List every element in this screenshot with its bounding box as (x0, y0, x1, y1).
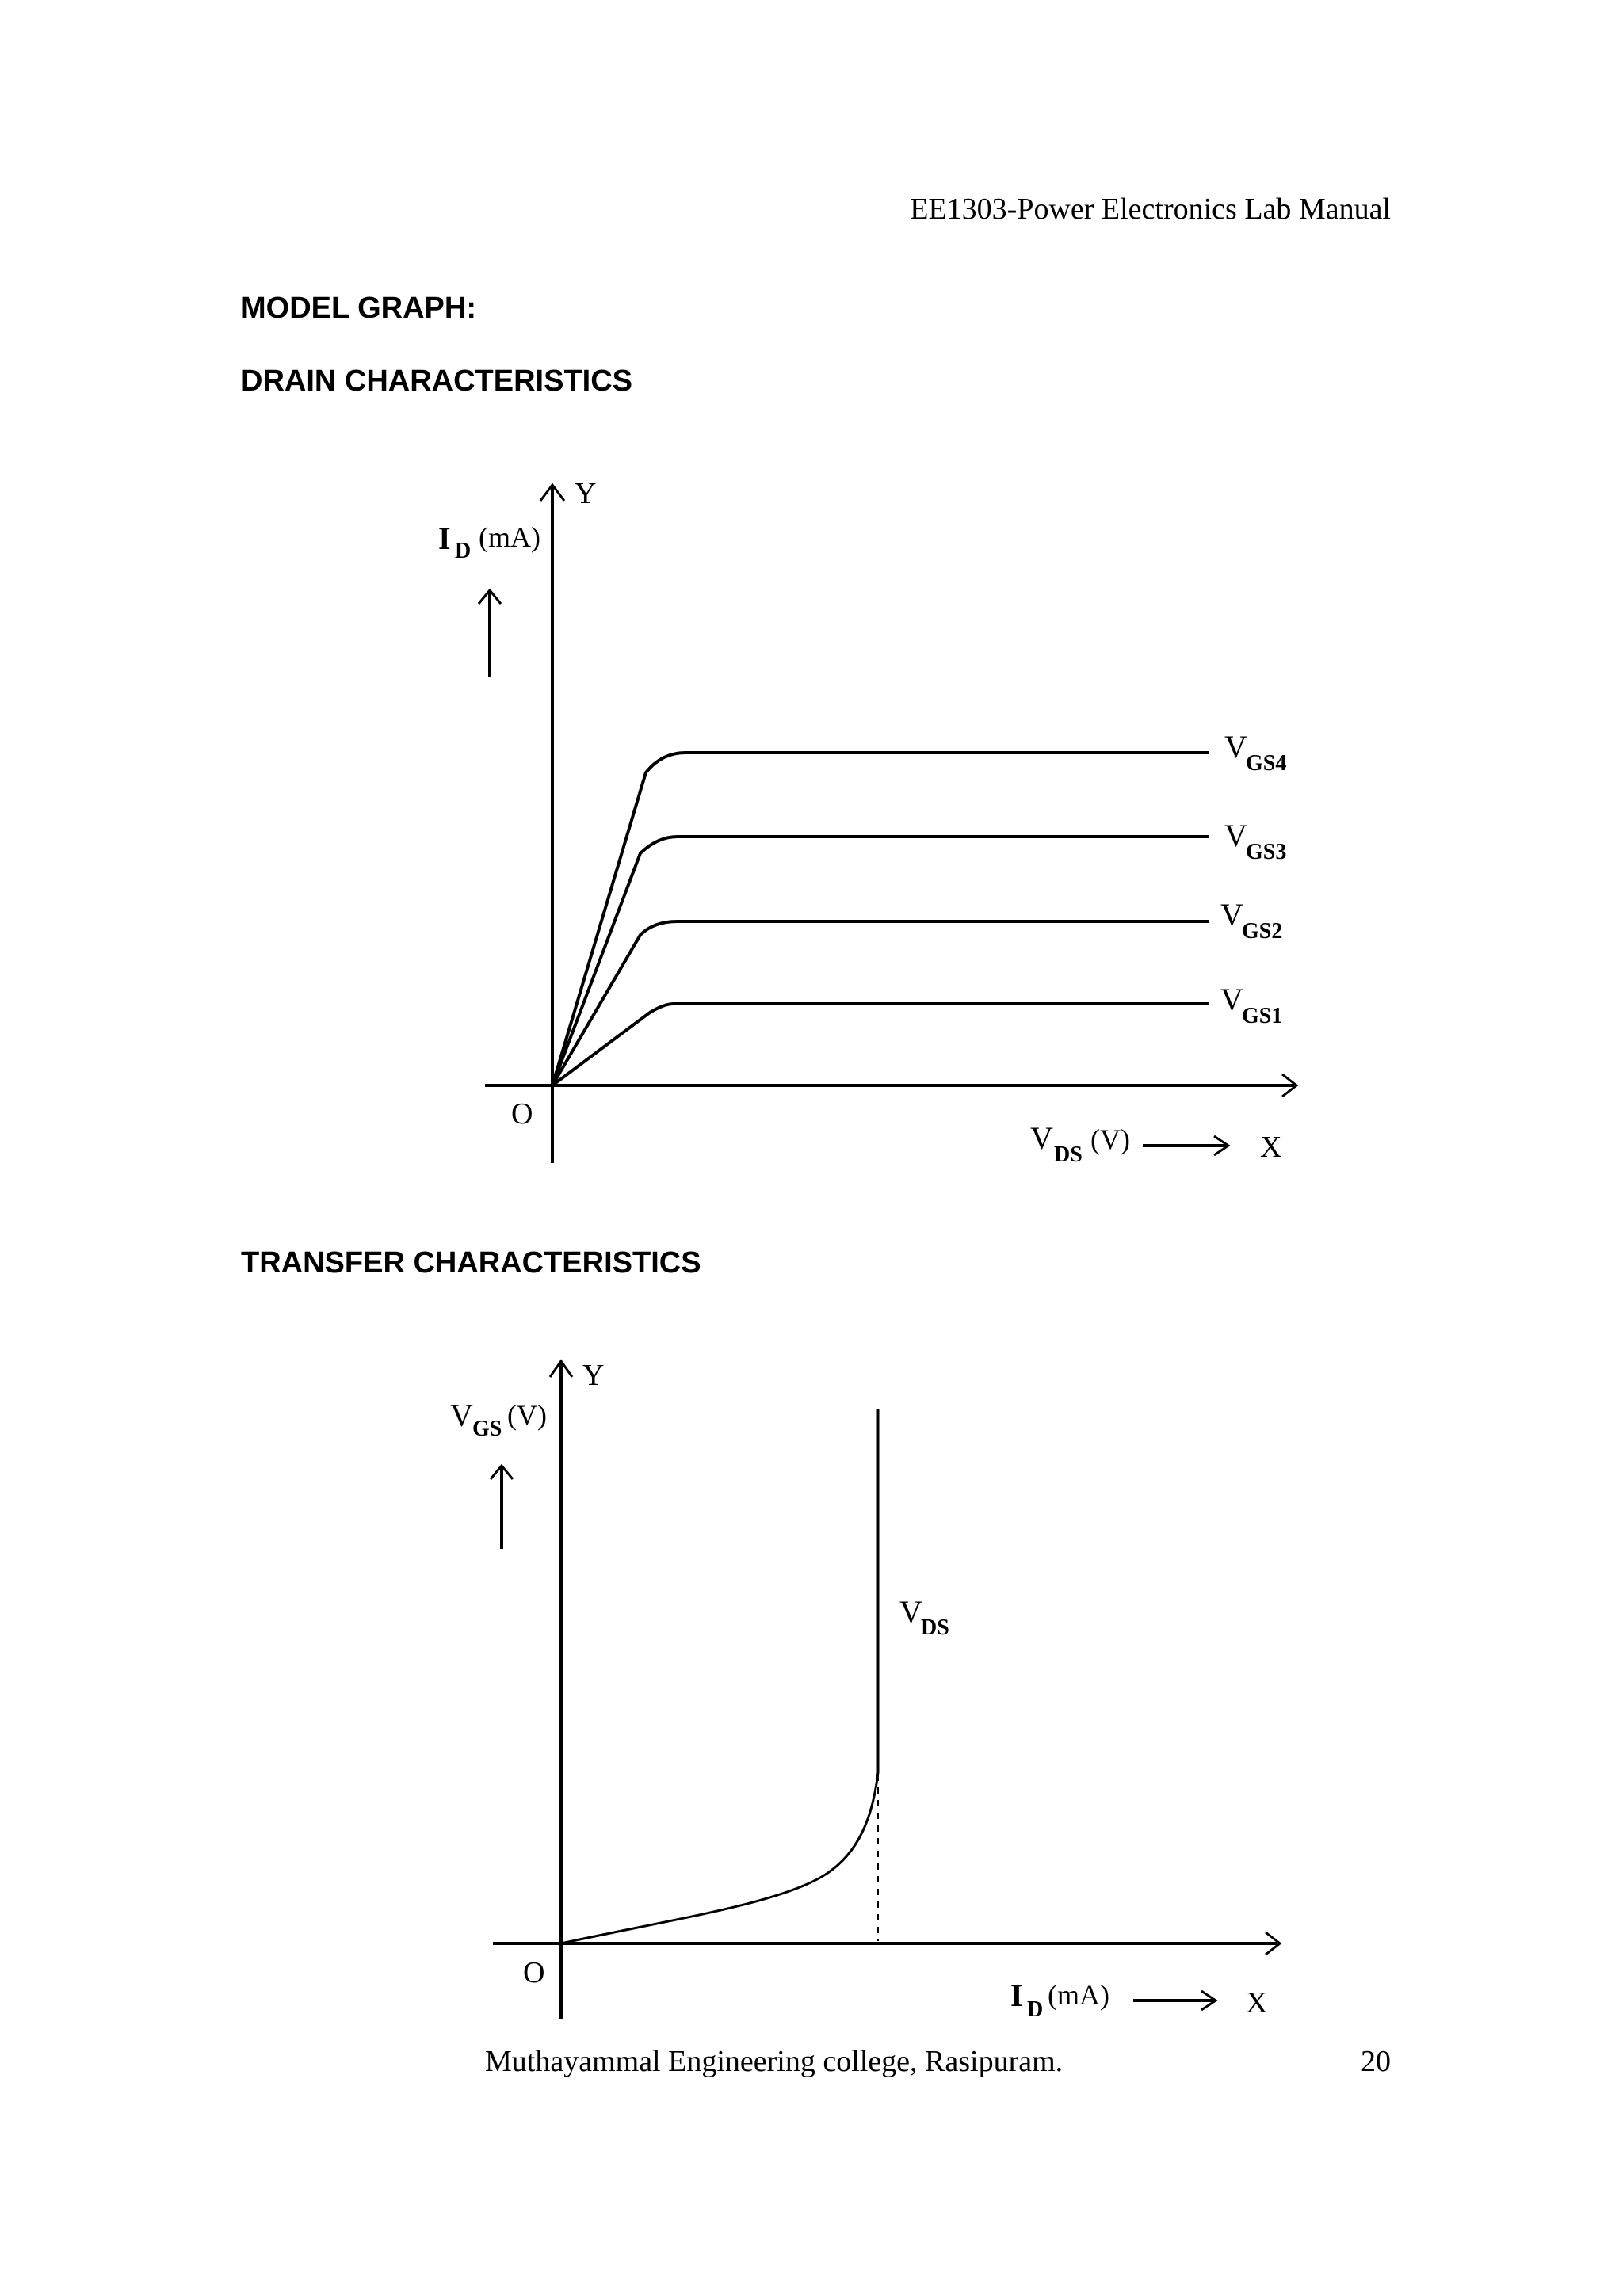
drain-x-axis-letter: X (1260, 1131, 1282, 1164)
transfer-characteristics-heading: TRANSFER CHARACTERISTICS (241, 1246, 701, 1280)
drain-x-label-main: V (1030, 1120, 1053, 1156)
drain-label-vgs4-main: V (1224, 729, 1247, 765)
manual-title: EE1303-Power Electronics Lab Manual (910, 193, 1391, 226)
footer-college: Muthayammal Engineering college, Rasipuram. (485, 2045, 1064, 2078)
drain-characteristics-heading: DRAIN CHARACTERISTICS (241, 364, 632, 398)
transfer-y-label-unit: (V) (507, 1399, 547, 1431)
transfer-curve (561, 1409, 878, 1943)
drain-x-label-sub: DS (1054, 1142, 1083, 1167)
transfer-x-label-sub: D (1027, 1997, 1044, 2022)
drain-label-vgs1-sub: GS1 (1242, 1004, 1283, 1028)
transfer-x-axis-letter: X (1246, 1986, 1268, 2019)
transfer-x-label-main: I (1010, 1978, 1023, 2013)
transfer-curve-label-sub: DS (921, 1615, 949, 1640)
transfer-origin-label: O (523, 1956, 545, 1989)
drain-label-vgs3-main: V (1224, 818, 1247, 853)
transfer-y-axis-letter: Y (582, 1359, 605, 1392)
drain-label-vgs1-main: V (1220, 982, 1243, 1017)
drain-origin-label: O (511, 1097, 533, 1131)
drain-label-vgs2-sub: GS2 (1242, 919, 1283, 944)
drain-label-vgs3-sub: GS3 (1246, 840, 1287, 864)
model-graph-heading: MODEL GRAPH: (241, 292, 476, 325)
page-number: 20 (1361, 2045, 1391, 2078)
drain-x-label-unit: (V) (1090, 1123, 1130, 1155)
drain-label-vgs4-sub: GS4 (1246, 751, 1287, 776)
transfer-x-label-unit: (mA) (1048, 1979, 1109, 2011)
drain-y-label-unit: (mA) (479, 521, 540, 553)
drain-label-vgs2-main: V (1220, 897, 1243, 933)
transfer-y-label-main: V (450, 1398, 473, 1433)
drain-y-axis-letter: Y (575, 477, 597, 510)
transfer-curve-label-main: V (899, 1594, 922, 1630)
drain-y-label-sub: D (455, 539, 472, 563)
transfer-y-label-sub: GS (472, 1417, 502, 1441)
drain-y-label-main: I (438, 521, 451, 556)
